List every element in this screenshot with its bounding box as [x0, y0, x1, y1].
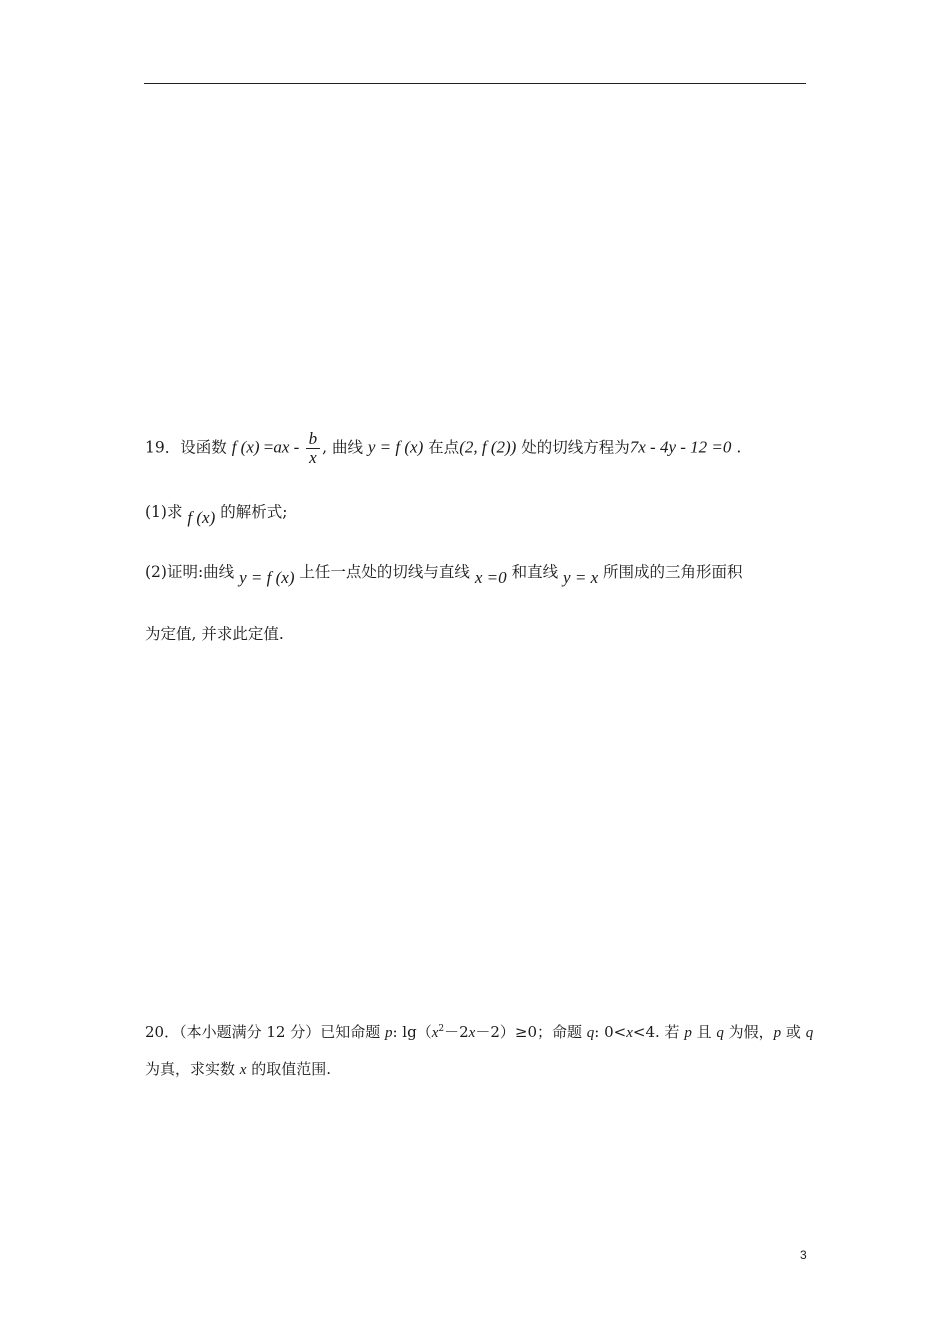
math-q: q — [716, 1025, 724, 1041]
math-q: q — [805, 1025, 814, 1041]
math-q: q — [586, 1025, 595, 1041]
text: 和直线 — [511, 563, 559, 581]
math-point: (2, f (2)) — [459, 437, 517, 457]
text: 在点 — [423, 438, 460, 457]
math-x: x — [431, 1025, 439, 1041]
question-19 — [145, 430, 741, 467]
text: . — [731, 438, 742, 457]
question-20 — [145, 1021, 813, 1042]
question-19-part-2 — [145, 560, 743, 587]
text: 为定值, 并求此定值. — [145, 625, 284, 643]
math-tangent-eq: 7x - 4y - 12 =0 — [629, 437, 732, 457]
question-number: 19． — [145, 438, 181, 457]
text: 处的切线方程为 — [516, 438, 630, 457]
math-line-x0: x =0 — [474, 568, 507, 587]
header-rule — [144, 83, 806, 84]
text: 所围成的三角形面积 — [603, 563, 743, 581]
math-x: x — [626, 1025, 633, 1041]
superscript-2: 2 — [438, 1024, 445, 1034]
text: : lg（ — [392, 1023, 432, 1041]
text: 设函数 — [180, 438, 227, 457]
math-x: x — [239, 1062, 247, 1078]
math-minus: - — [289, 437, 304, 457]
text: 的解析式; — [220, 503, 288, 521]
math-curve: y = f (x) — [239, 568, 295, 587]
text: 为假， — [723, 1023, 774, 1041]
text: 或 — [781, 1023, 806, 1041]
math-fx: f (x) — [231, 437, 260, 457]
text: －2）≥0；命题 — [475, 1023, 587, 1041]
question-20-continued — [145, 1058, 331, 1079]
math-line-yx: y = x — [563, 568, 599, 587]
question-19-part-1 — [145, 500, 288, 527]
math-ax: ax — [273, 437, 290, 457]
text: 上任一点处的切线与直线 — [299, 563, 470, 581]
fraction-denominator: x — [309, 448, 317, 467]
text: : 0< — [594, 1023, 627, 1041]
part-label: (2)证明:曲线 — [145, 563, 235, 581]
question-19-part-2-continued — [145, 622, 284, 644]
math-x: x — [468, 1025, 476, 1041]
fraction-b-over-x — [306, 430, 321, 467]
math-p: p — [684, 1025, 692, 1041]
text: , 曲线 — [322, 438, 363, 457]
text: 且 — [691, 1023, 717, 1041]
fraction-numerator: b — [306, 430, 321, 449]
text: 20．（本小题满分 12 分）已知命题 — [145, 1023, 385, 1041]
page-number: 3 — [800, 1248, 807, 1262]
text: 的取值范围. — [246, 1060, 331, 1078]
math-p: p — [384, 1025, 393, 1041]
math-eq: = — [259, 437, 274, 457]
part-label: (1)求 — [145, 503, 183, 521]
math-fx: f (x) — [187, 508, 216, 527]
text: 为真，求实数 — [145, 1060, 240, 1078]
math-curve: y = f (x) — [367, 437, 424, 457]
text: <4. 若 — [632, 1023, 685, 1041]
text: －2 — [444, 1023, 469, 1041]
math-p: p — [773, 1025, 782, 1041]
